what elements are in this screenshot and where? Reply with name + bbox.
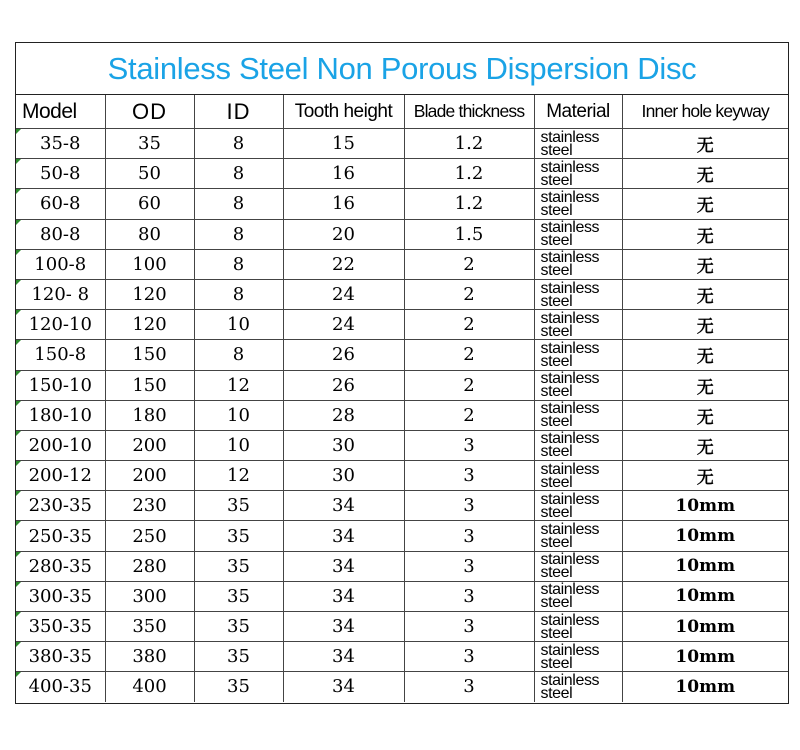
header-model: Model <box>16 95 105 129</box>
material-text: stainless steel <box>540 581 600 612</box>
material-text: stainless steel <box>540 430 600 461</box>
cell-id: 35 <box>194 491 283 521</box>
cell-keyway: 10mm <box>622 612 788 642</box>
cell-model: 60-8 <box>16 189 105 219</box>
cell-model: 200-10 <box>16 430 105 460</box>
material-text: stainless steel <box>540 400 600 431</box>
material-text: stainless steel <box>540 490 600 521</box>
cell-id: 12 <box>194 370 283 400</box>
cell-keyway: 无 <box>622 249 788 279</box>
cell-od: 180 <box>105 400 194 430</box>
header-material: Material <box>534 95 622 129</box>
page-title: Stainless Steel Non Porous Dispersion Disc <box>16 43 788 95</box>
cell-tooth-height: 34 <box>283 612 404 642</box>
cell-od: 120 <box>105 279 194 309</box>
table-row <box>16 279 788 309</box>
table-row <box>16 642 788 672</box>
cell-material <box>534 279 622 309</box>
cell-model: 230-35 <box>16 491 105 521</box>
cell-od: 120 <box>105 310 194 340</box>
cell-keyway: 无 <box>622 430 788 460</box>
cell-material <box>534 642 622 672</box>
table-row <box>16 672 788 702</box>
cell-blade-thickness: 2 <box>404 340 534 370</box>
cell-id: 35 <box>194 612 283 642</box>
cell-model: 200-12 <box>16 461 105 491</box>
cell-material <box>534 521 622 551</box>
cell-keyway: 无 <box>622 219 788 249</box>
cell-tooth-height: 16 <box>283 189 404 219</box>
cell-model: 120- 8 <box>16 279 105 309</box>
cell-keyway: 无 <box>622 159 788 189</box>
cell-material <box>534 189 622 219</box>
cell-id: 8 <box>194 219 283 249</box>
cell-keyway: 无 <box>622 279 788 309</box>
cell-tooth-height: 34 <box>283 491 404 521</box>
cell-material <box>534 430 622 460</box>
cell-blade-thickness: 3 <box>404 430 534 460</box>
cell-tooth-height: 34 <box>283 551 404 581</box>
cell-model: 50-8 <box>16 159 105 189</box>
cell-blade-thickness: 3 <box>404 551 534 581</box>
cell-blade-thickness: 2 <box>404 279 534 309</box>
cell-od: 60 <box>105 189 194 219</box>
header-tooth-height: Tooth height <box>283 95 404 129</box>
material-text: stainless steel <box>540 611 600 642</box>
cell-tooth-height: 24 <box>283 310 404 340</box>
cell-tooth-height: 26 <box>283 370 404 400</box>
material-text: stainless steel <box>540 219 600 250</box>
cell-tooth-height: 16 <box>283 159 404 189</box>
cell-material <box>534 370 622 400</box>
cell-od: 50 <box>105 159 194 189</box>
material-text: stainless steel <box>540 460 600 491</box>
cell-keyway: 10mm <box>622 551 788 581</box>
cell-material <box>534 551 622 581</box>
header-inner-hole-keyway: Inner hole keyway <box>622 95 788 129</box>
cell-tooth-height: 30 <box>283 430 404 460</box>
material-text: stainless steel <box>540 188 600 219</box>
cell-keyway: 10mm <box>622 672 788 702</box>
cell-id: 12 <box>194 461 283 491</box>
material-text: stainless steel <box>540 128 600 159</box>
cell-blade-thickness: 1.2 <box>404 159 534 189</box>
cell-tooth-height: 24 <box>283 279 404 309</box>
cell-blade-thickness: 2 <box>404 370 534 400</box>
cell-blade-thickness: 3 <box>404 612 534 642</box>
table-row <box>16 219 788 249</box>
cell-model: 120-10 <box>16 310 105 340</box>
cell-id: 8 <box>194 129 283 159</box>
cell-id: 8 <box>194 189 283 219</box>
cell-id: 10 <box>194 310 283 340</box>
cell-od: 150 <box>105 370 194 400</box>
cell-keyway: 无 <box>622 129 788 159</box>
material-text: stainless steel <box>540 370 600 401</box>
cell-model: 100-8 <box>16 249 105 279</box>
cell-tooth-height: 34 <box>283 672 404 702</box>
cell-tooth-height: 30 <box>283 461 404 491</box>
cell-id: 35 <box>194 551 283 581</box>
cell-blade-thickness: 3 <box>404 521 534 551</box>
cell-blade-thickness: 2 <box>404 400 534 430</box>
table-row <box>16 129 788 159</box>
cell-id: 8 <box>194 340 283 370</box>
cell-od: 150 <box>105 340 194 370</box>
material-text: stainless steel <box>540 158 600 189</box>
cell-keyway: 无 <box>622 370 788 400</box>
header-od: OD <box>105 95 194 129</box>
cell-material <box>534 249 622 279</box>
cell-model: 380-35 <box>16 642 105 672</box>
cell-od: 200 <box>105 430 194 460</box>
cell-od: 400 <box>105 672 194 702</box>
cell-tooth-height: 34 <box>283 642 404 672</box>
cell-keyway: 10mm <box>622 491 788 521</box>
cell-keyway: 无 <box>622 461 788 491</box>
cell-od: 200 <box>105 461 194 491</box>
table-row <box>16 310 788 340</box>
cell-id: 35 <box>194 642 283 672</box>
cell-model: 150-10 <box>16 370 105 400</box>
table-row <box>16 581 788 611</box>
cell-keyway: 无 <box>622 340 788 370</box>
spec-sheet <box>15 42 789 704</box>
material-text: stainless steel <box>540 249 600 280</box>
cell-material <box>534 612 622 642</box>
cell-material <box>534 400 622 430</box>
cell-tooth-height: 34 <box>283 581 404 611</box>
cell-od: 100 <box>105 249 194 279</box>
spec-table <box>16 95 788 702</box>
cell-keyway: 无 <box>622 310 788 340</box>
cell-od: 230 <box>105 491 194 521</box>
cell-model: 280-35 <box>16 551 105 581</box>
table-row <box>16 491 788 521</box>
cell-model: 150-8 <box>16 340 105 370</box>
cell-od: 300 <box>105 581 194 611</box>
cell-blade-thickness: 3 <box>404 581 534 611</box>
table-row <box>16 159 788 189</box>
cell-blade-thickness: 1.5 <box>404 219 534 249</box>
material-text: stainless steel <box>540 309 600 340</box>
table-row <box>16 189 788 219</box>
table-row <box>16 400 788 430</box>
cell-material <box>534 491 622 521</box>
cell-material <box>534 129 622 159</box>
cell-material <box>534 340 622 370</box>
cell-id: 10 <box>194 400 283 430</box>
table-row <box>16 521 788 551</box>
header-id: ID <box>194 95 283 129</box>
material-text: stainless steel <box>540 279 600 310</box>
cell-model: 80-8 <box>16 219 105 249</box>
cell-material <box>534 672 622 702</box>
cell-tooth-height: 34 <box>283 521 404 551</box>
cell-blade-thickness: 3 <box>404 461 534 491</box>
cell-tooth-height: 26 <box>283 340 404 370</box>
table-row <box>16 461 788 491</box>
cell-blade-thickness: 2 <box>404 310 534 340</box>
cell-blade-thickness: 2 <box>404 249 534 279</box>
cell-material <box>534 581 622 611</box>
cell-id: 8 <box>194 249 283 279</box>
material-text: stainless steel <box>540 551 600 582</box>
table-row <box>16 551 788 581</box>
cell-od: 35 <box>105 129 194 159</box>
cell-blade-thickness: 3 <box>404 491 534 521</box>
cell-blade-thickness: 1.2 <box>404 189 534 219</box>
cell-model: 180-10 <box>16 400 105 430</box>
table-row <box>16 430 788 460</box>
cell-keyway: 无 <box>622 400 788 430</box>
cell-id: 8 <box>194 279 283 309</box>
cell-tooth-height: 28 <box>283 400 404 430</box>
cell-id: 8 <box>194 159 283 189</box>
cell-id: 35 <box>194 672 283 702</box>
cell-keyway: 无 <box>622 189 788 219</box>
cell-blade-thickness: 1.2 <box>404 129 534 159</box>
material-text: stainless steel <box>540 671 600 702</box>
cell-od: 380 <box>105 642 194 672</box>
cell-model: 35-8 <box>16 129 105 159</box>
table-row <box>16 612 788 642</box>
cell-model: 400-35 <box>16 672 105 702</box>
cell-tooth-height: 20 <box>283 219 404 249</box>
cell-keyway: 10mm <box>622 581 788 611</box>
cell-od: 350 <box>105 612 194 642</box>
table-row <box>16 340 788 370</box>
cell-id: 35 <box>194 521 283 551</box>
cell-model: 300-35 <box>16 581 105 611</box>
cell-tooth-height: 22 <box>283 249 404 279</box>
material-text: stainless steel <box>540 521 600 552</box>
cell-material <box>534 461 622 491</box>
cell-tooth-height: 15 <box>283 129 404 159</box>
table-row <box>16 370 788 400</box>
cell-model: 250-35 <box>16 521 105 551</box>
cell-od: 80 <box>105 219 194 249</box>
cell-keyway: 10mm <box>622 642 788 672</box>
cell-id: 10 <box>194 430 283 460</box>
cell-material <box>534 159 622 189</box>
cell-material <box>534 219 622 249</box>
cell-od: 250 <box>105 521 194 551</box>
table-row <box>16 249 788 279</box>
material-text: stainless steel <box>540 641 600 672</box>
cell-blade-thickness: 3 <box>404 642 534 672</box>
header-row <box>16 95 788 129</box>
cell-id: 35 <box>194 581 283 611</box>
material-text: stainless steel <box>540 339 600 370</box>
cell-od: 280 <box>105 551 194 581</box>
cell-blade-thickness: 3 <box>404 672 534 702</box>
cell-model: 350-35 <box>16 612 105 642</box>
header-blade-thickness: Blade thickness <box>404 95 534 129</box>
cell-keyway: 10mm <box>622 521 788 551</box>
cell-material <box>534 310 622 340</box>
